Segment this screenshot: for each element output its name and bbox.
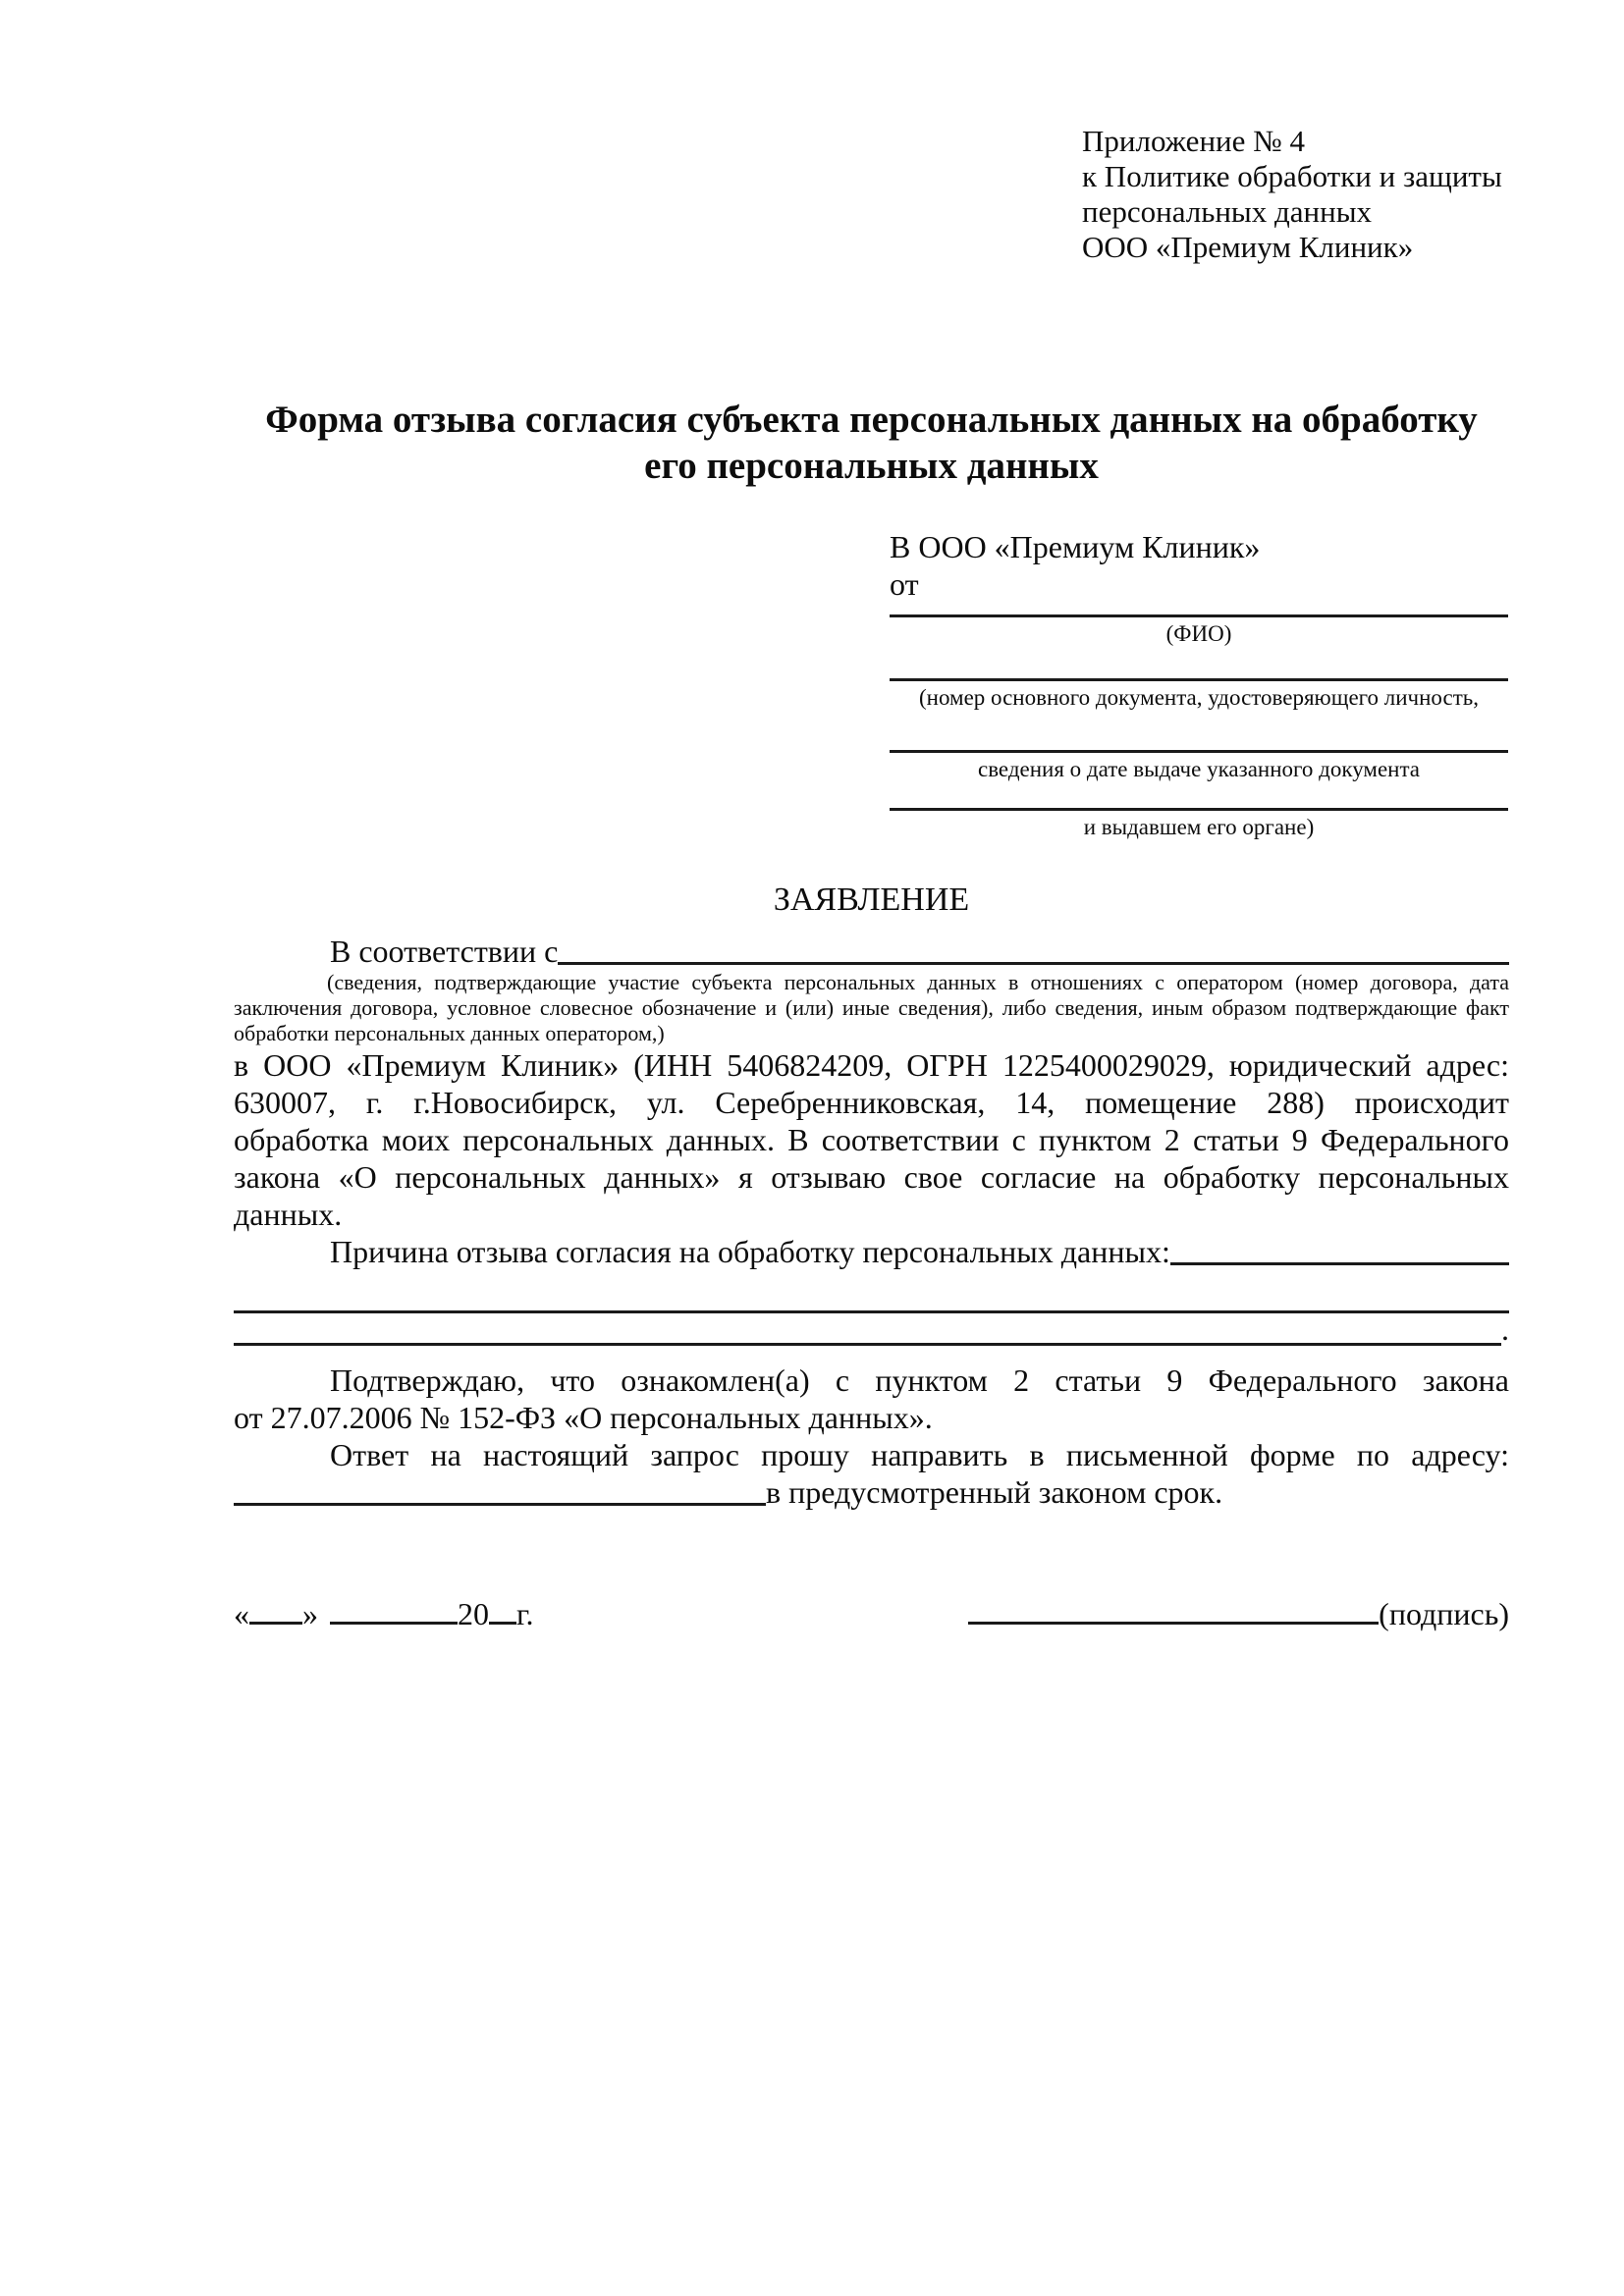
confirmation-line: Подтверждаю, что ознакомлен(а) с пунктом 2 статьи 9 Федерального закона — [330, 1362, 1509, 1398]
statement-body-line: обработка моих персональных данных. В соответствии с пунктом 2 статьи 9 Федерального — [234, 1122, 1509, 1157]
issuing-authority-field-line[interactable] — [890, 782, 1508, 811]
issuing-authority-field-caption: и выдавшем его органе) — [1083, 815, 1315, 839]
page-title — [234, 397, 1509, 489]
fine-print-line: заключения договора, условное словесное обозначение и (или) иные сведения), либо сведения, иным образом подтверждающие факт — [234, 995, 1509, 1020]
appendix-line: персональных данных — [1082, 194, 1373, 229]
reason-blank-line-1[interactable] — [234, 1270, 1509, 1313]
document-number-field-caption: (номер основного документа, удостоверяющего личность, — [918, 685, 1479, 710]
reason-label: Причина отзыва согласия на обработку персональных данных: — [330, 1234, 1170, 1269]
page-title-line: Форма отзыва согласия субъекта персональных данных на обработку — [265, 399, 1478, 441]
year-prefix: 20 — [458, 1596, 489, 1631]
signature-field-line[interactable] — [968, 1622, 1379, 1625]
recipient-from-label: от — [890, 566, 919, 602]
statement-heading: ЗАЯВЛЕНИЕ — [773, 881, 970, 918]
reason-blank-line-2-row — [234, 1313, 1509, 1346]
recipient-block — [890, 528, 1508, 840]
signature-area — [968, 1593, 1509, 1635]
statement-body-line: закона «О персональных данных» я отзываю свое согласие на обработку персональных — [234, 1159, 1509, 1195]
fine-print-line: (сведения, подтверждающие участие субъекта персональных данных в отношениях с оператором (номер договора, дата — [327, 970, 1509, 994]
statement-body-line: в ООО «Премиум Клиник» (ИНН 5406824209, ОГРН 1225400029029, юридический адрес: — [234, 1047, 1509, 1083]
fine-print-line: обработки персональных данных оператором,) — [234, 1021, 665, 1045]
reason-blank-line-2[interactable] — [234, 1343, 1501, 1346]
address-field-line[interactable] — [234, 1503, 766, 1506]
recipient-to: В ООО «Премиум Клиник» — [890, 529, 1261, 564]
date-blank — [234, 1593, 534, 1635]
fine-print — [234, 970, 1509, 1046]
appendix-line: Приложение № 4 — [1082, 124, 1305, 158]
issue-date-field-line[interactable] — [890, 711, 1508, 753]
appendix-line: ООО «Премиум Клиник» — [1082, 230, 1414, 264]
year-field-line[interactable] — [489, 1622, 516, 1625]
reason-field-line[interactable] — [1170, 1262, 1509, 1265]
confirmation-paragraph — [234, 1362, 1509, 1436]
reply-line-2 — [234, 1473, 1509, 1511]
fio-field-caption: (ФИО) — [1165, 621, 1232, 646]
issue-date-field-caption: сведения о дате выдаче указанного документа — [977, 757, 1421, 781]
accordance-row — [234, 933, 1509, 970]
reason-end-period: . — [1501, 1311, 1509, 1347]
page-title-line: его персональных данных — [644, 445, 1099, 487]
appendix-line: к Политике обработки и защиты — [1082, 159, 1502, 193]
statement-body-line: данных. — [234, 1197, 343, 1232]
date-signature-row — [234, 1593, 1509, 1635]
date-quote-close: » — [302, 1596, 318, 1631]
accordance-field-line[interactable] — [558, 962, 1509, 965]
reply-line-1: Ответ на настоящий запрос прошу направить в письменной форме по адресу: — [330, 1437, 1509, 1472]
confirmation-line: от 27.07.2006 № 152-ФЗ «О персональных данных». — [234, 1400, 933, 1435]
month-field-line[interactable] — [330, 1622, 458, 1625]
statement-body-line: 630007, г. г.Новосибирск, ул. Серебренниковская, 14, помещение 288) происходит — [234, 1085, 1509, 1120]
day-field-line[interactable] — [249, 1622, 302, 1625]
document-number-field-line[interactable] — [890, 647, 1508, 681]
reply-paragraph — [234, 1436, 1509, 1511]
reply-line-2-text: в предусмотренный законом срок. — [766, 1474, 1223, 1510]
reason-row — [234, 1233, 1509, 1270]
signature-caption: (подпись) — [1379, 1596, 1509, 1631]
fio-field-line[interactable] — [890, 603, 1508, 617]
statement-body — [234, 1046, 1509, 1233]
accordance-prefix: В соответствии с — [330, 934, 559, 969]
year-suffix: г. — [516, 1596, 534, 1631]
date-quote-open: « — [234, 1596, 249, 1631]
appendix-note — [1082, 0, 1509, 265]
